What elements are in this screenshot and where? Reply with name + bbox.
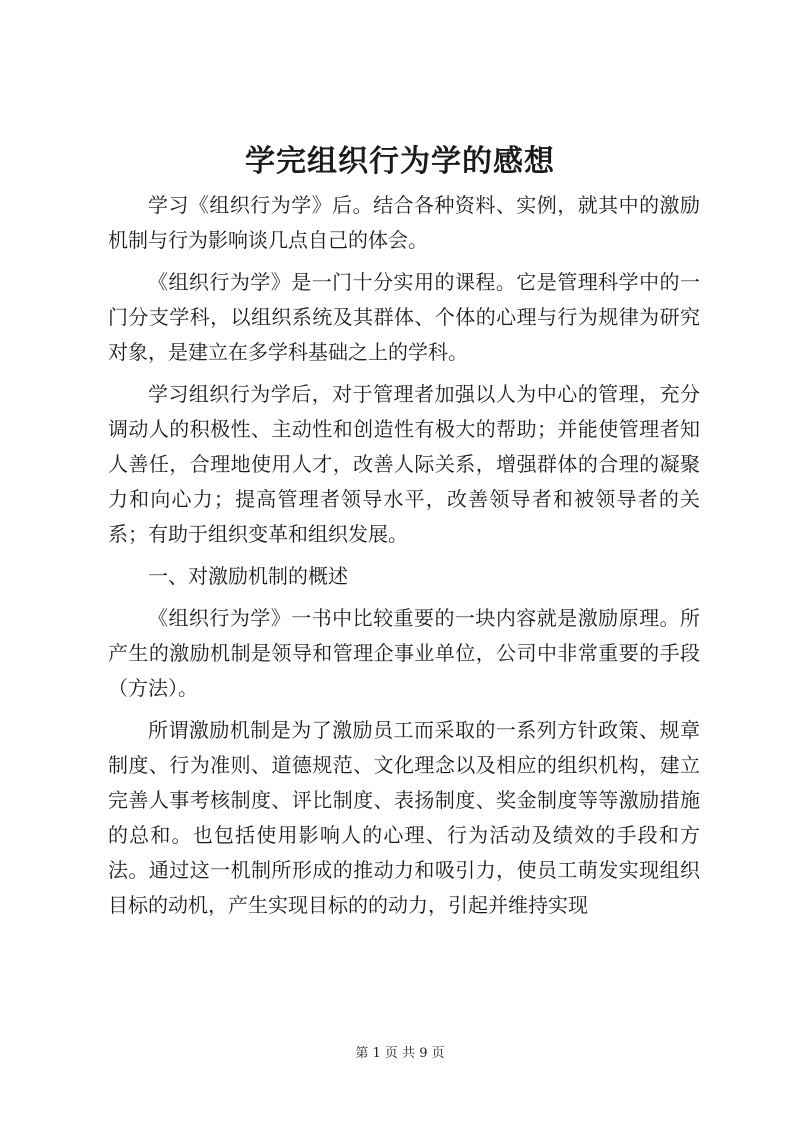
paragraph-incentive-definition: 所谓激励机制是为了激励员工而采取的一系列方针政策、规章制度、行为准则、道德规范、文化理念以及相应的组织机构，建立完善人事考核制度、评比制度、表扬制度、奖金制度等等激励措施的总和。也包括使用影响人的心理、行为活动及绩效的手段和方法。通过这一机制所形成的推动力和吸引力，使员工萌发实现组织目标的动机，产生实现目标的的动力，引起并维持实现 xyxy=(108,718,700,917)
document-title: 学完组织行为学的感想 xyxy=(245,144,555,179)
paragraph-benefits: 学习组织行为学后，对于管理者加强以人为中心的管理，充分调动人的积极性、主动性和创造性有极大的帮助；并能使管理者知人善任，合理地使用人才，改善人际关系，增强群体的合理的凝聚力和向心力；提高管理者领导水平，改善领导者和被领导者的关系；有助于组织变革和组织发展。 xyxy=(108,382,700,546)
document-body xyxy=(108,188,700,930)
section-heading-incentive-overview: 一、对激励机制的概述 xyxy=(148,564,348,588)
paragraph-course-overview: 《组织行为学》是一门十分实用的课程。它是管理科学中的一门分支学科，以组织系统及其群体、个体的心理与行为规律为研究对象，是建立在多学科基础之上的学科。 xyxy=(108,270,700,364)
paragraph-incentive-principle: 《组织行为学》一书中比较重要的一块内容就是激励原理。所产生的激励机制是领导和管理企事业单位，公司中非常重要的手段（方法）。 xyxy=(108,606,700,700)
paragraph-intro: 学习《组织行为学》后。结合各种资料、实例，就其中的激励机制与行为影响谈几点自己的体会。 xyxy=(108,193,700,252)
page-footer: 第 1 页 共 9 页 xyxy=(355,1046,445,1061)
